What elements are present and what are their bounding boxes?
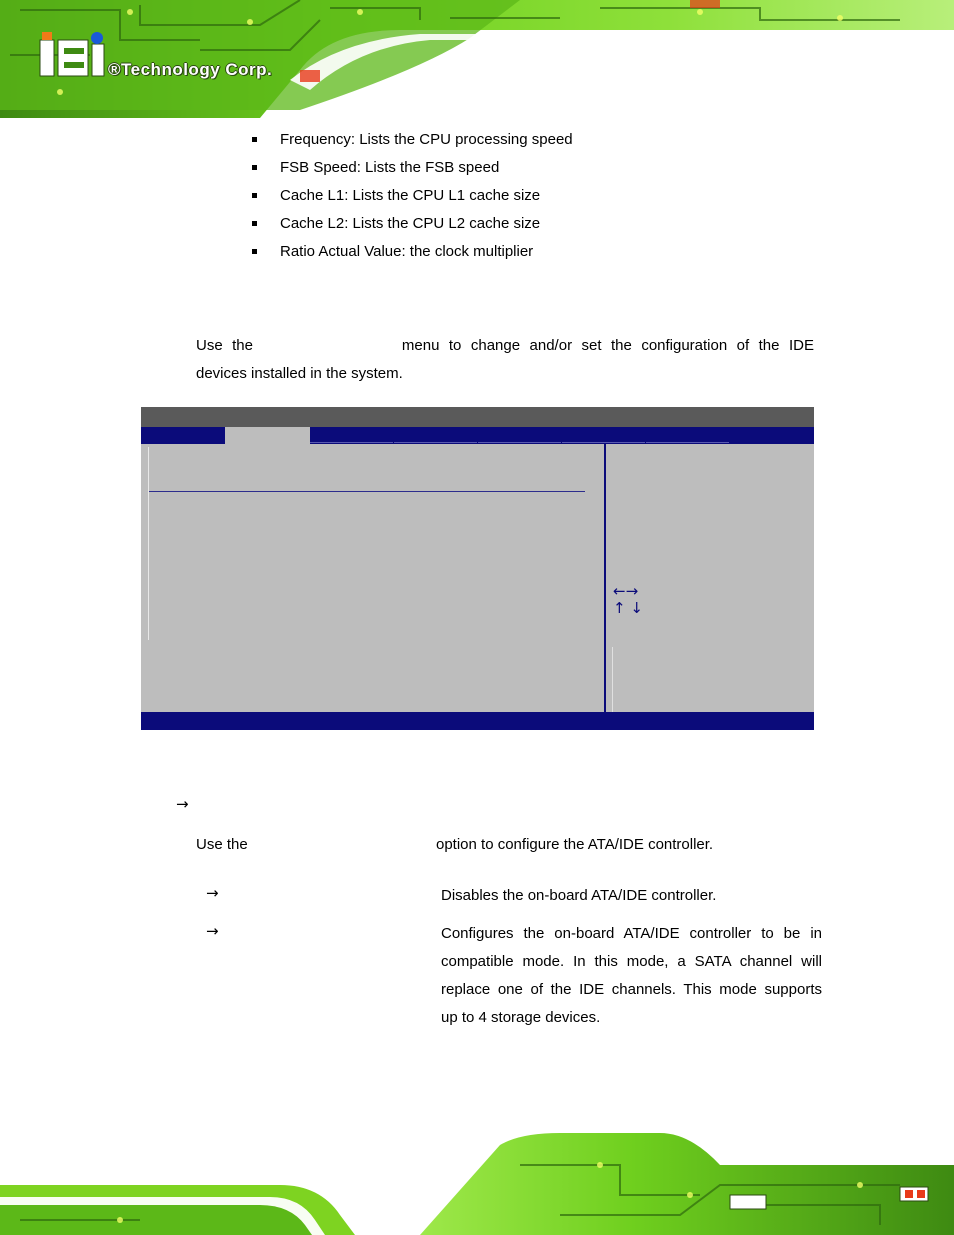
bios-navigation-keys (613, 583, 643, 617)
list-item: Cache L2: Lists the CPU L2 cache size (252, 212, 573, 240)
list-item: Frequency: Lists the CPU processing speed (252, 128, 573, 156)
bios-tab-chipset[interactable] (562, 442, 645, 443)
square-bullet-icon (252, 193, 257, 198)
right-arrow-icon: → (206, 884, 219, 902)
ide-intro-paragraph (196, 332, 814, 388)
list-item: Cache L1: Lists the CPU L1 cache size (252, 184, 573, 212)
circuit-board-footer (0, 1125, 954, 1235)
company-logo-text: ®Technology Corp. (108, 60, 273, 79)
bios-separator-line (149, 491, 585, 492)
option-disabled-description: Disables the on-board ATA/IDE controller. (441, 887, 717, 904)
bios-title-bar (141, 407, 814, 427)
list-item: Ratio Actual Value: the clock multiplier (252, 240, 573, 268)
option-compatible-description: Configures the on-board ATA/IDE controller to be in compatible mode. In this mode, a SATA channel will replace one of the IDE channels. This mode supports up to 4 storage devices. (441, 925, 822, 1026)
bios-tab-main[interactable] (141, 427, 225, 444)
page-footer (0, 1125, 954, 1235)
right-arrow-icon: → (176, 795, 189, 813)
square-bullet-icon (252, 249, 257, 254)
bios-help-edge (612, 647, 613, 712)
bios-tab-advanced[interactable] (225, 427, 310, 444)
square-bullet-icon (252, 137, 257, 142)
square-bullet-icon (252, 221, 257, 226)
cpu-info-list (252, 128, 573, 268)
option-intro-end: option to configure the ATA/IDE controller. (436, 836, 714, 853)
bios-status-bar (141, 712, 814, 730)
paragraph-line: Use the menu to change and/or set the configuration of the IDE (196, 337, 814, 354)
bios-help-divider (604, 444, 606, 712)
bios-panel-edge (148, 447, 149, 640)
square-bullet-icon (252, 165, 257, 170)
circuit-board-banner (0, 0, 954, 118)
bios-tab-pcipnp[interactable] (310, 442, 393, 443)
bios-tab-security[interactable] (478, 442, 561, 443)
right-arrow-icon: → (206, 922, 219, 940)
list-item: FSB Speed: Lists the FSB speed (252, 156, 573, 184)
bios-tab-boot[interactable] (394, 442, 477, 443)
left-right-arrows-icon: ←→ (613, 582, 639, 600)
page-header (0, 0, 954, 118)
option-intro-start: Use the (196, 836, 248, 853)
up-down-arrows-icon: ↑ ↓ (613, 599, 643, 617)
bios-tab-exit[interactable] (646, 442, 729, 443)
paragraph-line: devices installed in the system. (196, 365, 403, 382)
bios-screen (141, 407, 814, 730)
bios-menu-bar (141, 427, 814, 444)
